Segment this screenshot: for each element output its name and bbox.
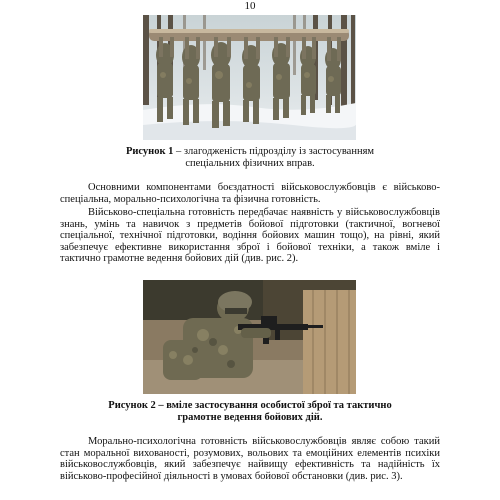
figure-2-text: вміле застосування особистої зброї та тактично грамотне ведення бойових дій. xyxy=(166,400,392,423)
figure-1-caption xyxy=(100,146,400,170)
figure-2-label: Рисунок 2 xyxy=(108,400,156,411)
figure-1-text: злагодженість підрозділу із застосуванням спеціальних фізичних вправ. xyxy=(183,146,375,169)
soldier-rifle-photo xyxy=(143,280,356,394)
figure-2-caption xyxy=(100,400,400,424)
soldiers-log-training-photo xyxy=(143,15,356,140)
figure-1-label: Рисунок 1 xyxy=(125,146,174,157)
figure-2-dash: – xyxy=(155,400,167,411)
figure-1-dash: – xyxy=(173,146,184,157)
paragraph-military-readiness: Військово-спеціальна готовність передбачає наявність у військовослужбовців знань, умінь та навичок з предметів бойової підготовки (тактичної, вогневої спеціальної, технічної підготовки, водіння бойових машин тощо), на рівні, який забезпечує ефективне використання зброї і бойової техніки, а також вміле і тактично грамотне ведення бойових дій (див. рис. 2). xyxy=(60,207,440,265)
paragraph-moral-readiness: Морально-психологічна готовність військовослужбовців являє собою такий стан моральної вихованості, розумових, вольових та емоційних елементів психіки військовослужбовців, який забезпечує найвищу ефективність та надійність їх військово-професійної діяльності в умовах бойової обстановки (див. рис. 3). xyxy=(60,436,440,482)
page-number: 10 xyxy=(244,0,256,12)
paragraph-components: Основними компонентами боєздатності військовослужбовців є військово-спеціальна, морально-психологічна та фізична готовність. xyxy=(60,182,440,205)
